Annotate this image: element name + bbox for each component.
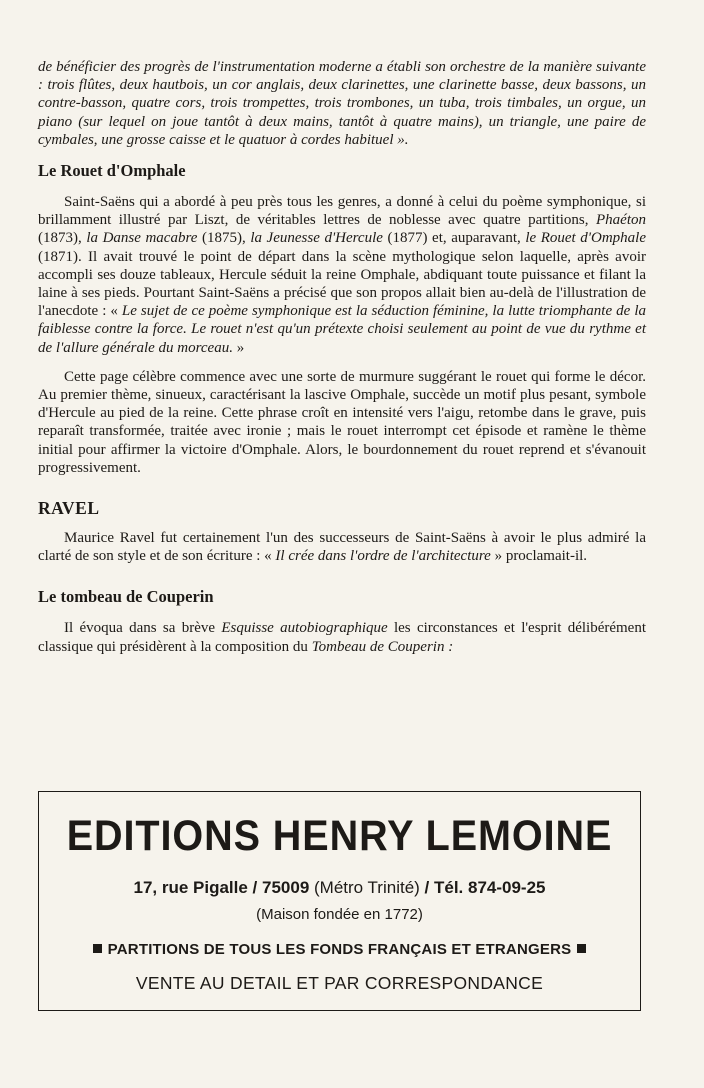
ravel-paragraph: Maurice Ravel fut certainement l'un des successeurs de Saint-Saëns à avoir le plus admiré la clarté de son style et de son écriture : « Il crée dans l'ordre de l'architecture » proclamait-il.: [38, 530, 646, 565]
rouet-paragraph-1: Saint-Saëns qui a abordé à peu près tous les genres, a donné à celui du poème symphonique, si brillamment illustré par Liszt, de véritables lettres de noblesse avec quatre partitions, Phaéton (1873), la Danse macabre (1875), la Jeunesse d'Hercule (1877) et, auparavant, le Rouet d'Omphale (1871). Il avait trouvé le point de départ dans la scène mythologique selon laquelle, après avoir accompli ses douze tableaux, Hercule séduit la reine Omphale, abdiquant toute puissance et filant la laine à ses pieds. Pourtant Saint-Saëns a précisé que son propos allait bien au-delà de l'illustration de l'anecdote : « Le sujet de ce poème symphonique est la séduction féminine, la lutte triomphante de la faiblesse contre la force. Le rouet n'est qu'un prétexte choisi seulement au point de vue du rythme et de l'allure générale du morceau. »: [38, 194, 646, 356]
quotation: Le sujet de ce poème symphonique est la séduction féminine, la lutte triomphante de la faiblesse contre la force. Le rouet n'est qu'un prétexte choisi seulement au point de vue du rythme et de l'allure générale du morceau.: [38, 303, 646, 356]
heading-rouet-omphale: Le Rouet d'Omphale: [38, 161, 186, 181]
heading-ravel: RAVEL: [38, 498, 100, 519]
work-title: la Jeunesse d'Hercule: [250, 230, 383, 247]
advert-partitions: PARTITIONS DE TOUS LES FONDS FRANÇAIS ET ETRANGERS: [39, 940, 640, 960]
work-title: le Rouet d'Omphale: [525, 230, 646, 247]
advert-address: 17, rue Pigalle / 75009 (Métro Trinité) / Tél. 874-09-25: [133, 878, 546, 897]
rouet-paragraph-2: Cette page célèbre commence avec une sorte de murmure suggérant le rouet qui forme le décor. Au premier thème, sinueux, caractérisant la lascive Omphale, succède un motif plus pesant, symbole d'Hercule au pied de la reine. Cette phrase croît en intensité vers l'aigu, retombe dans le grave, puis reparaît transformée, traitée avec ironie ; mais le rouet interrompt cet épisode et ramène le thème initial pour affirmer la victoire d'Omphale. Alors, le bourdonnement du rouet reprend et s'évanouit progressivement.: [38, 368, 646, 476]
square-bullet-icon: [93, 944, 102, 953]
square-bullet-icon: [577, 944, 586, 953]
tombeau-paragraph: Il évoqua dans sa brève Esquisse autobiographique les circonstances et l'esprit délibérément classique qui présidèrent à la composition du Tombeau de Couperin :: [38, 620, 646, 655]
work-title: Tombeau de Couperin :: [311, 638, 454, 655]
advert-title: EDITIONS HENRY LEMOINE: [66, 812, 613, 860]
intro-paragraph: de bénéficier des progrès de l'instrumentation moderne a établi son orchestre de la manière suivante : trois flûtes, deux hautbois, un cor anglais, deux clarinettes, une clarinette basse, deux bassons, un contre-basson, quatre cors, trois trompettes, trois trombones, un tuba, trois timbales, un orgue, un piano (sur lequel on joue tantôt à deux mains, tantôt à quatre mains), un triangle, une paire de cymbales, une grosse caisse et le quatuor à cordes habituel ».: [38, 59, 646, 148]
work-title: la Danse macabre: [86, 230, 198, 247]
heading-tombeau-couperin: Le tombeau de Couperin: [38, 587, 214, 607]
advert-vente: VENTE AU DETAIL ET PAR CORRESPONDANCE: [135, 973, 544, 993]
work-title: Phaéton: [596, 212, 646, 229]
publisher-advertisement: [38, 791, 641, 1011]
article-body: [38, 58, 646, 656]
quotation: Il crée dans l'ordre de l'architecture: [275, 548, 491, 565]
work-title: Esquisse autobiographique: [221, 620, 388, 637]
advert-founded: (Maison fondée en 1772): [256, 906, 423, 923]
